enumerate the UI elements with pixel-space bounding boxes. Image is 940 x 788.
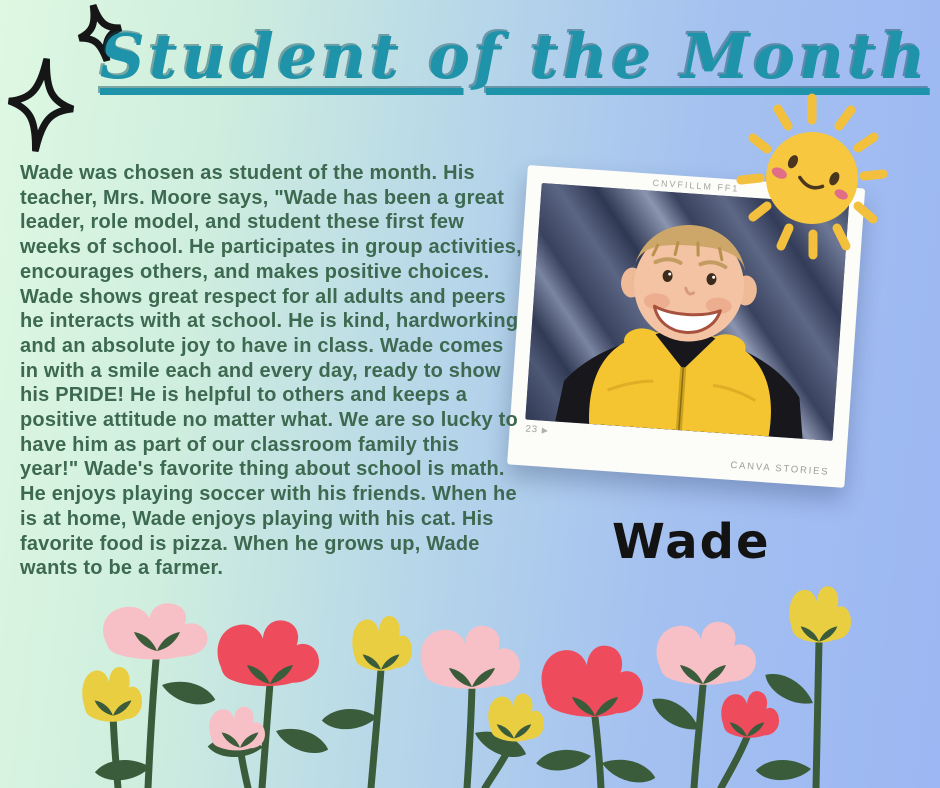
student-writeup: Wade was chosen as student of the month. His teacher, Mrs. Moore says, "Wade has been a great leader, role model, and student these first few weeks of school. He participates in group activities, encourages others, and makes positive choices. Wade shows great respect for all adults and peers he interacts with at school. He is kind, hardworking and an absolute joy to have in class. Wade comes in with a smile each and every day, ready to show his PRIDE! He is helpful to others and keeps a positive attitude no matter what. We are so lucky to have him as part of our classroom family this year!" Wade's favorite thing about school is math. He enjoys playing soccer with his friends. When he is at home, Wade enjoys playing with his cat. His favorite food is pizza. When he grows up, Wade wants to be a farmer. — [20, 162, 522, 580]
sun-icon — [720, 86, 904, 270]
page-title: Student of the Month — [100, 20, 930, 93]
flowers-decoration — [0, 553, 940, 788]
flower-heads — [82, 586, 851, 750]
student-name: Wade — [612, 514, 771, 570]
film-counter — [525, 423, 549, 436]
film-counter-number: 23 — [525, 423, 539, 436]
film-marker-icon: ▶ — [541, 425, 550, 436]
canva-stories-label: CANVA STORIES — [730, 459, 830, 478]
sparkle-icon — [3, 54, 80, 155]
film-brand-label: CNVFILLM FF1 — [652, 177, 740, 194]
